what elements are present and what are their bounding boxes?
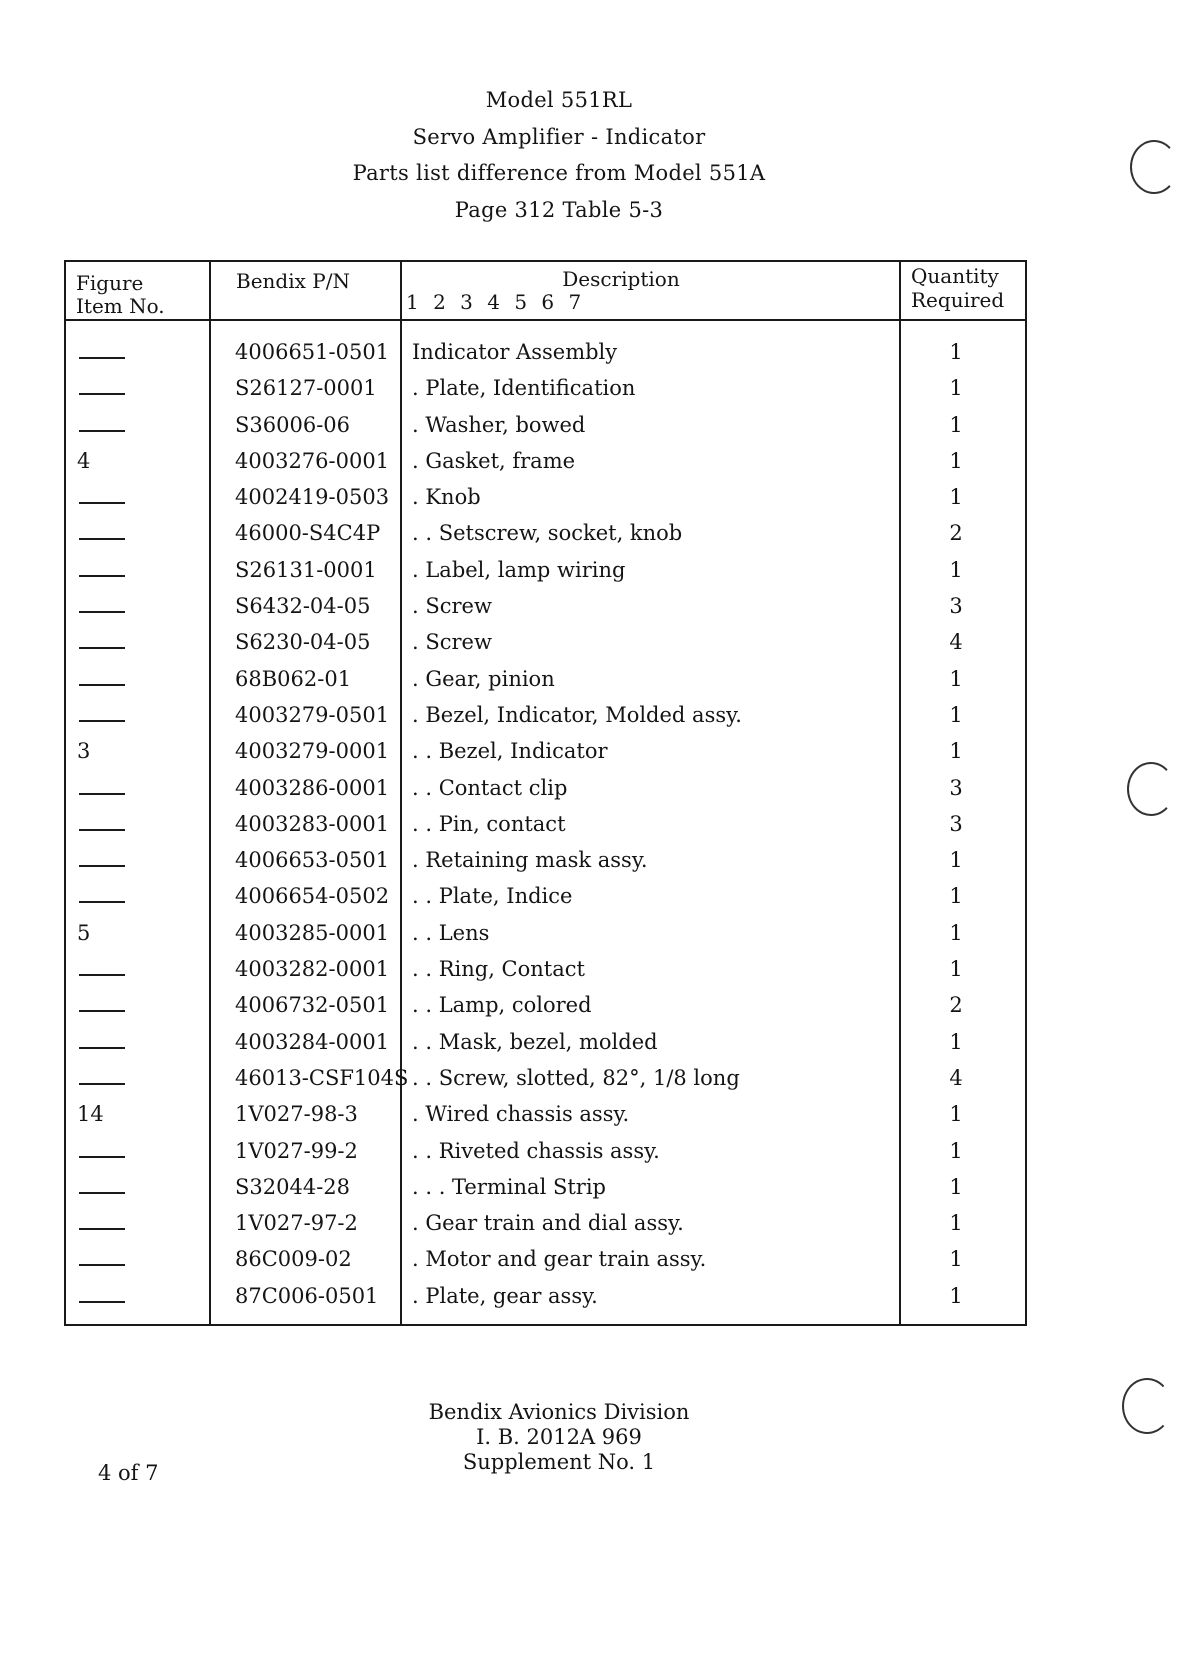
figure-item-cell xyxy=(77,376,125,400)
division-name: Bendix Avionics Division xyxy=(428,1400,690,1424)
quantity-cell: 3 xyxy=(949,775,963,800)
figure-item-cell xyxy=(77,703,125,727)
description-cell: . Knob xyxy=(412,485,481,510)
empty-dash-mark xyxy=(79,1047,125,1049)
figure-item-cell xyxy=(77,848,125,872)
part-number-cell: 4006653-0501 xyxy=(235,848,390,873)
table-row xyxy=(66,812,1025,848)
table-row xyxy=(66,630,1025,666)
quantity-cell: 3 xyxy=(949,594,963,619)
table-row xyxy=(66,921,1025,957)
description-cell: . . Contact clip xyxy=(412,775,568,800)
description-cell: . . Lamp, colored xyxy=(412,993,592,1018)
part-number-cell: 86C009-02 xyxy=(235,1247,352,1272)
header-indent-levels: 1 2 3 4 5 6 7 xyxy=(406,290,586,314)
figure-item-cell xyxy=(77,1066,125,1090)
binder-hole-mark xyxy=(1130,140,1178,194)
table-row xyxy=(66,376,1025,412)
empty-dash-mark xyxy=(79,357,125,359)
table-row xyxy=(66,1139,1025,1175)
quantity-cell: 1 xyxy=(949,485,963,510)
supplement-number: Supplement No. 1 xyxy=(462,1450,656,1474)
table-row xyxy=(66,340,1025,376)
table-row xyxy=(66,413,1025,449)
figure-item-cell: 4 xyxy=(77,448,91,473)
table-row xyxy=(66,449,1025,485)
empty-dash-mark xyxy=(79,901,125,903)
empty-dash-mark xyxy=(79,1264,125,1266)
part-number-cell: S6230-04-05 xyxy=(235,630,371,655)
quantity-cell: 1 xyxy=(949,702,963,727)
description-cell: . Label, lamp wiring xyxy=(412,557,626,582)
quantity-cell: 1 xyxy=(949,1102,963,1127)
part-number-cell: 4006732-0501 xyxy=(235,993,390,1018)
description-cell: . . Riveted chassis assy. xyxy=(412,1138,660,1163)
quantity-cell: 1 xyxy=(949,848,963,873)
figure-item-cell xyxy=(77,667,125,691)
quantity-cell: 1 xyxy=(949,376,963,401)
part-number-cell: S36006-06 xyxy=(235,412,351,437)
part-number-cell: 4003286-0001 xyxy=(235,775,390,800)
description-cell: . . Plate, Indice xyxy=(412,884,573,909)
part-number-cell: 4003279-0501 xyxy=(235,702,390,727)
empty-dash-mark xyxy=(79,538,125,540)
empty-dash-mark xyxy=(79,647,125,649)
description-cell: . . Screw, slotted, 82°, 1/8 long xyxy=(412,1065,740,1090)
figure-item-cell xyxy=(77,1284,125,1308)
figure-item-cell xyxy=(77,957,125,981)
table-row xyxy=(66,957,1025,993)
quantity-cell: 4 xyxy=(949,1065,963,1090)
empty-dash-mark xyxy=(79,393,125,395)
part-number-cell: 4003282-0001 xyxy=(235,957,390,982)
description-cell: . Washer, bowed xyxy=(412,412,586,437)
figure-item-cell xyxy=(77,1175,125,1199)
header-description-label: Description xyxy=(562,267,680,291)
part-number-cell: S32044-28 xyxy=(235,1174,351,1199)
description-cell: . . Ring, Contact xyxy=(412,957,585,982)
figure-item-cell xyxy=(77,558,125,582)
quantity-cell: 1 xyxy=(949,1283,963,1308)
parts-table xyxy=(64,260,1027,1326)
figure-item-cell: 14 xyxy=(77,1102,104,1127)
part-number-cell: 87C006-0501 xyxy=(235,1283,379,1308)
figure-item-cell: 5 xyxy=(77,920,91,945)
description-cell: . Plate, gear assy. xyxy=(412,1283,598,1308)
page-number: 4 of 7 xyxy=(98,1461,159,1485)
empty-dash-mark xyxy=(79,720,125,722)
empty-dash-mark xyxy=(79,430,125,432)
empty-dash-mark xyxy=(79,1301,125,1303)
table-row xyxy=(66,1175,1025,1211)
part-number-cell: 4006654-0502 xyxy=(235,884,390,909)
part-number-cell: 1V027-98-3 xyxy=(235,1102,358,1127)
header-item-no-label: Item No. xyxy=(76,294,165,318)
quantity-cell: 1 xyxy=(949,1138,963,1163)
figure-item-cell xyxy=(77,1247,125,1271)
figure-item-cell xyxy=(77,485,125,509)
quantity-cell: 1 xyxy=(949,1247,963,1272)
table-reference: Page 312 Table 5-3 xyxy=(454,197,664,222)
quantity-cell: 1 xyxy=(949,1211,963,1236)
quantity-cell: 1 xyxy=(949,340,963,364)
empty-dash-mark xyxy=(79,1192,125,1194)
table-row xyxy=(66,1066,1025,1102)
quantity-cell: 2 xyxy=(949,993,963,1018)
description-cell: . Screw xyxy=(412,594,492,619)
table-row xyxy=(66,485,1025,521)
part-number-cell: 4003283-0001 xyxy=(235,811,390,836)
table-row xyxy=(66,993,1025,1029)
figure-item-cell xyxy=(77,521,125,545)
header-quantity-label: Quantity xyxy=(911,264,999,288)
binder-hole-mark xyxy=(1122,1378,1172,1434)
quantity-cell: 1 xyxy=(949,920,963,945)
description-cell: . . Pin, contact xyxy=(412,811,566,836)
empty-dash-mark xyxy=(79,575,125,577)
description-cell: . . Lens xyxy=(412,920,490,945)
description-cell: . Gasket, frame xyxy=(412,448,576,473)
description-cell: . Screw xyxy=(412,630,492,655)
document-footer xyxy=(0,1400,1118,1475)
figure-item-cell xyxy=(77,630,125,654)
part-number-cell: 4002419-0503 xyxy=(235,485,390,510)
empty-dash-mark xyxy=(79,1010,125,1012)
part-number-cell: 4003285-0001 xyxy=(235,920,390,945)
table-row xyxy=(66,884,1025,920)
table-row xyxy=(66,1030,1025,1066)
figure-item-cell: 3 xyxy=(77,739,91,764)
table-row xyxy=(66,521,1025,557)
table-row xyxy=(66,594,1025,630)
figure-item-cell xyxy=(77,993,125,1017)
header-figure-item xyxy=(76,272,165,318)
quantity-cell: 1 xyxy=(949,739,963,764)
table-row xyxy=(66,1102,1025,1138)
empty-dash-mark xyxy=(79,865,125,867)
figure-item-cell xyxy=(77,884,125,908)
quantity-cell: 1 xyxy=(949,448,963,473)
table-row xyxy=(66,776,1025,812)
table-row xyxy=(66,739,1025,775)
empty-dash-mark xyxy=(79,1083,125,1085)
table-body xyxy=(66,340,1025,1320)
parts-list-subtitle: Parts list difference from Model 551A xyxy=(352,161,766,185)
empty-dash-mark xyxy=(79,502,125,504)
empty-dash-mark xyxy=(79,1228,125,1230)
part-number-cell: 4006651-0501 xyxy=(235,340,390,364)
part-number-cell: 46000-S4C4P xyxy=(235,521,381,546)
figure-item-cell xyxy=(77,1139,125,1163)
empty-dash-mark xyxy=(79,793,125,795)
empty-dash-mark xyxy=(79,684,125,686)
description-cell: . . Setscrew, socket, knob xyxy=(412,521,683,546)
description-cell: . Plate, Identification xyxy=(412,376,636,401)
table-row xyxy=(66,1284,1025,1320)
description-cell: . Motor and gear train assy. xyxy=(412,1247,707,1272)
unit-title: Servo Amplifier - Indicator xyxy=(412,124,706,149)
quantity-cell: 1 xyxy=(949,1174,963,1199)
empty-dash-mark xyxy=(79,1156,125,1158)
table-row xyxy=(66,848,1025,884)
header-quantity xyxy=(911,264,1004,312)
quantity-cell: 1 xyxy=(949,412,963,437)
part-number-cell: 4003279-0001 xyxy=(235,739,390,764)
part-number-cell: S26131-0001 xyxy=(235,557,377,582)
header-rule xyxy=(66,319,1025,321)
description-cell: Indicator Assembly xyxy=(412,340,618,364)
part-number-cell: 4003284-0001 xyxy=(235,1029,390,1054)
table-row xyxy=(66,558,1025,594)
part-number-cell: 1V027-99-2 xyxy=(235,1138,358,1163)
table-row xyxy=(66,1247,1025,1283)
figure-item-cell xyxy=(77,1211,125,1235)
part-number-cell: S26127-0001 xyxy=(235,376,377,401)
document-header xyxy=(0,82,1118,228)
binder-hole-mark xyxy=(1127,762,1175,816)
quantity-cell: 1 xyxy=(949,957,963,982)
description-cell: . . Bezel, Indicator xyxy=(412,739,608,764)
description-cell: . Bezel, Indicator, Molded assy. xyxy=(412,702,742,727)
header-figure-label: Figure xyxy=(76,271,144,295)
part-number-cell: 4003276-0001 xyxy=(235,448,390,473)
description-cell: . Gear train and dial assy. xyxy=(412,1211,684,1236)
description-cell: . . Mask, bezel, molded xyxy=(412,1029,658,1054)
quantity-cell: 1 xyxy=(949,884,963,909)
quantity-cell: 1 xyxy=(949,666,963,691)
description-cell: . . . Terminal Strip xyxy=(412,1174,606,1199)
table-row xyxy=(66,1211,1025,1247)
figure-item-cell xyxy=(77,1030,125,1054)
quantity-cell: 1 xyxy=(949,1029,963,1054)
figure-item-cell xyxy=(77,340,125,364)
empty-dash-mark xyxy=(79,974,125,976)
part-number-cell: 1V027-97-2 xyxy=(235,1211,358,1236)
empty-dash-mark xyxy=(79,829,125,831)
quantity-cell: 2 xyxy=(949,521,963,546)
empty-dash-mark xyxy=(79,611,125,613)
part-number-cell: S6432-04-05 xyxy=(235,594,371,619)
description-cell: . Gear, pinion xyxy=(412,666,555,691)
figure-item-cell xyxy=(77,812,125,836)
figure-item-cell xyxy=(77,776,125,800)
header-description xyxy=(406,268,966,314)
quantity-cell: 3 xyxy=(949,811,963,836)
figure-item-cell xyxy=(77,594,125,618)
model-title: Model 551RL xyxy=(485,88,633,112)
part-number-cell: 46013-CSF104S xyxy=(235,1065,409,1090)
header-part-number: Bendix P/N xyxy=(236,269,350,293)
description-cell: . Retaining mask assy. xyxy=(412,848,648,873)
table-row xyxy=(66,703,1025,739)
quantity-cell: 1 xyxy=(949,557,963,582)
header-required-label: Required xyxy=(911,288,1005,312)
table-row xyxy=(66,667,1025,703)
part-number-cell: 68B062-01 xyxy=(235,666,352,691)
ib-number: I. B. 2012A 969 xyxy=(476,1425,642,1449)
description-cell: . Wired chassis assy. xyxy=(412,1102,630,1127)
figure-item-cell xyxy=(77,413,125,437)
quantity-cell: 4 xyxy=(949,630,963,655)
